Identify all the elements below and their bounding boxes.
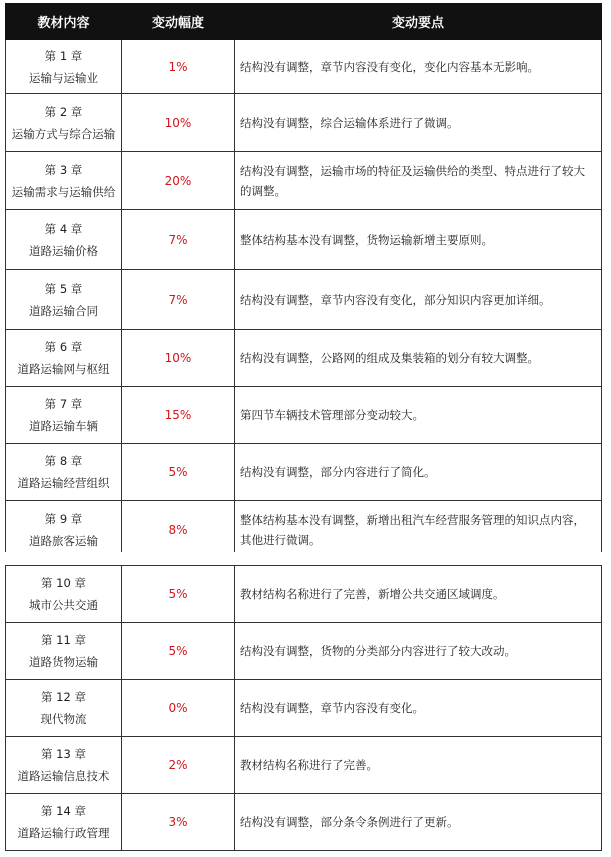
chapter-number: 第 11 章 (41, 633, 86, 647)
change-note: 结构没有调整，部分条令条例进行了更新。 (235, 794, 602, 851)
change-note: 结构没有调整，部分内容进行了简化。 (235, 444, 602, 501)
chapter-number: 第 1 章 (44, 48, 83, 63)
chapter-number: 第 13 章 (41, 747, 86, 761)
change-rate: 8% (122, 501, 235, 559)
chapter-title: 运输方式与综合运输 (11, 126, 116, 141)
change-note: 整体结构基本没有调整，新增出租汽车经营服务管理的知识点内容，其他进行微调。 (235, 501, 602, 559)
chapter-title: 城市公共交通 (29, 598, 98, 612)
chapter-cell (6, 152, 122, 210)
change-rate: 7% (122, 270, 235, 330)
chapter-number: 第 8 章 (44, 454, 83, 468)
chapter-number: 第 14 章 (41, 804, 86, 818)
chapter-title: 运输与运输业 (29, 70, 98, 85)
chapter-cell (6, 387, 122, 444)
chapter-number: 第 9 章 (44, 511, 83, 526)
changes-table-part-2 (5, 565, 602, 851)
chapter-number: 第 7 章 (44, 397, 83, 411)
change-note: 结构没有调整，货物的分类部分内容进行了较大改动。 (235, 623, 602, 680)
header-row (6, 4, 602, 40)
chapter-cell (6, 444, 122, 501)
table-row (6, 94, 602, 152)
change-rate: 5% (122, 566, 235, 623)
chapter-cell (6, 501, 122, 559)
table-row (6, 270, 602, 330)
chapter-cell (6, 737, 122, 794)
change-note: 教材结构名称进行了完善。 (235, 737, 602, 794)
table-row (6, 623, 602, 680)
change-note: 结构没有调整，章节内容没有变化，部分知识内容更加详细。 (235, 270, 602, 330)
table-row (6, 794, 602, 851)
chapter-cell (6, 40, 122, 94)
change-note: 结构没有调整，公路网的组成及集装箱的划分有较大调整。 (235, 330, 602, 387)
chapter-cell (6, 330, 122, 387)
table-row (6, 387, 602, 444)
table-row (6, 566, 602, 623)
table-row (6, 444, 602, 501)
change-note: 第四节车辆技术管理部分变动较大。 (235, 387, 602, 444)
table-break (0, 552, 611, 564)
change-note: 结构没有调整，运输市场的特征及运输供给的类型、特点进行了较大的调整。 (235, 152, 602, 210)
chapter-title: 道路运输车辆 (29, 419, 98, 433)
chapter-cell (6, 210, 122, 270)
chapter-cell (6, 94, 122, 152)
chapter-title: 道路运输信息技术 (17, 769, 110, 783)
change-rate: 10% (122, 94, 235, 152)
table-row (6, 680, 602, 737)
chapter-title: 道路运输合同 (29, 303, 98, 318)
chapter-title: 现代物流 (40, 712, 87, 726)
table-row (6, 210, 602, 270)
chapter-cell (6, 680, 122, 737)
chapter-number: 第 6 章 (44, 340, 83, 354)
chapter-title: 道路旅客运输 (29, 533, 98, 548)
changes-table-part-1 (5, 3, 602, 559)
change-note: 教材结构名称进行了完善，新增公共交通区域调度。 (235, 566, 602, 623)
change-rate: 20% (122, 152, 235, 210)
chapter-cell (6, 794, 122, 851)
change-rate: 3% (122, 794, 235, 851)
header-content: 教材内容 (6, 4, 122, 40)
change-rate: 7% (122, 210, 235, 270)
change-rate: 5% (122, 623, 235, 680)
change-rate: 5% (122, 444, 235, 501)
chapter-title: 道路运输经营组织 (17, 476, 110, 490)
change-rate: 1% (122, 40, 235, 94)
change-rate: 2% (122, 737, 235, 794)
chapter-title: 道路运输行政管理 (17, 826, 110, 840)
change-rate: 0% (122, 680, 235, 737)
chapter-number: 第 10 章 (41, 576, 86, 590)
change-note: 整体结构基本没有调整，货物运输新增主要原则。 (235, 210, 602, 270)
chapter-cell (6, 270, 122, 330)
chapter-number: 第 12 章 (41, 690, 86, 704)
change-note: 结构没有调整，章节内容没有变化，变化内容基本无影响。 (235, 40, 602, 94)
chapter-title: 道路运输价格 (29, 243, 98, 258)
change-rate: 15% (122, 387, 235, 444)
table-row (6, 152, 602, 210)
chapter-cell (6, 623, 122, 680)
change-note: 结构没有调整，章节内容没有变化。 (235, 680, 602, 737)
header-rate: 变动幅度 (122, 4, 235, 40)
chapter-title: 道路运输网与枢纽 (17, 362, 110, 376)
table-row (6, 501, 602, 559)
chapter-number: 第 2 章 (44, 104, 83, 119)
header-points: 变动要点 (235, 4, 602, 40)
chapter-cell (6, 566, 122, 623)
table-row (6, 40, 602, 94)
change-rate: 10% (122, 330, 235, 387)
table-row (6, 330, 602, 387)
chapter-title: 道路货物运输 (29, 655, 98, 669)
chapter-number: 第 5 章 (44, 281, 83, 296)
change-note: 结构没有调整，综合运输体系进行了微调。 (235, 94, 602, 152)
table-row (6, 737, 602, 794)
chapter-title: 运输需求与运输供给 (11, 184, 116, 199)
chapter-number: 第 3 章 (44, 162, 83, 177)
chapter-number: 第 4 章 (44, 221, 83, 236)
